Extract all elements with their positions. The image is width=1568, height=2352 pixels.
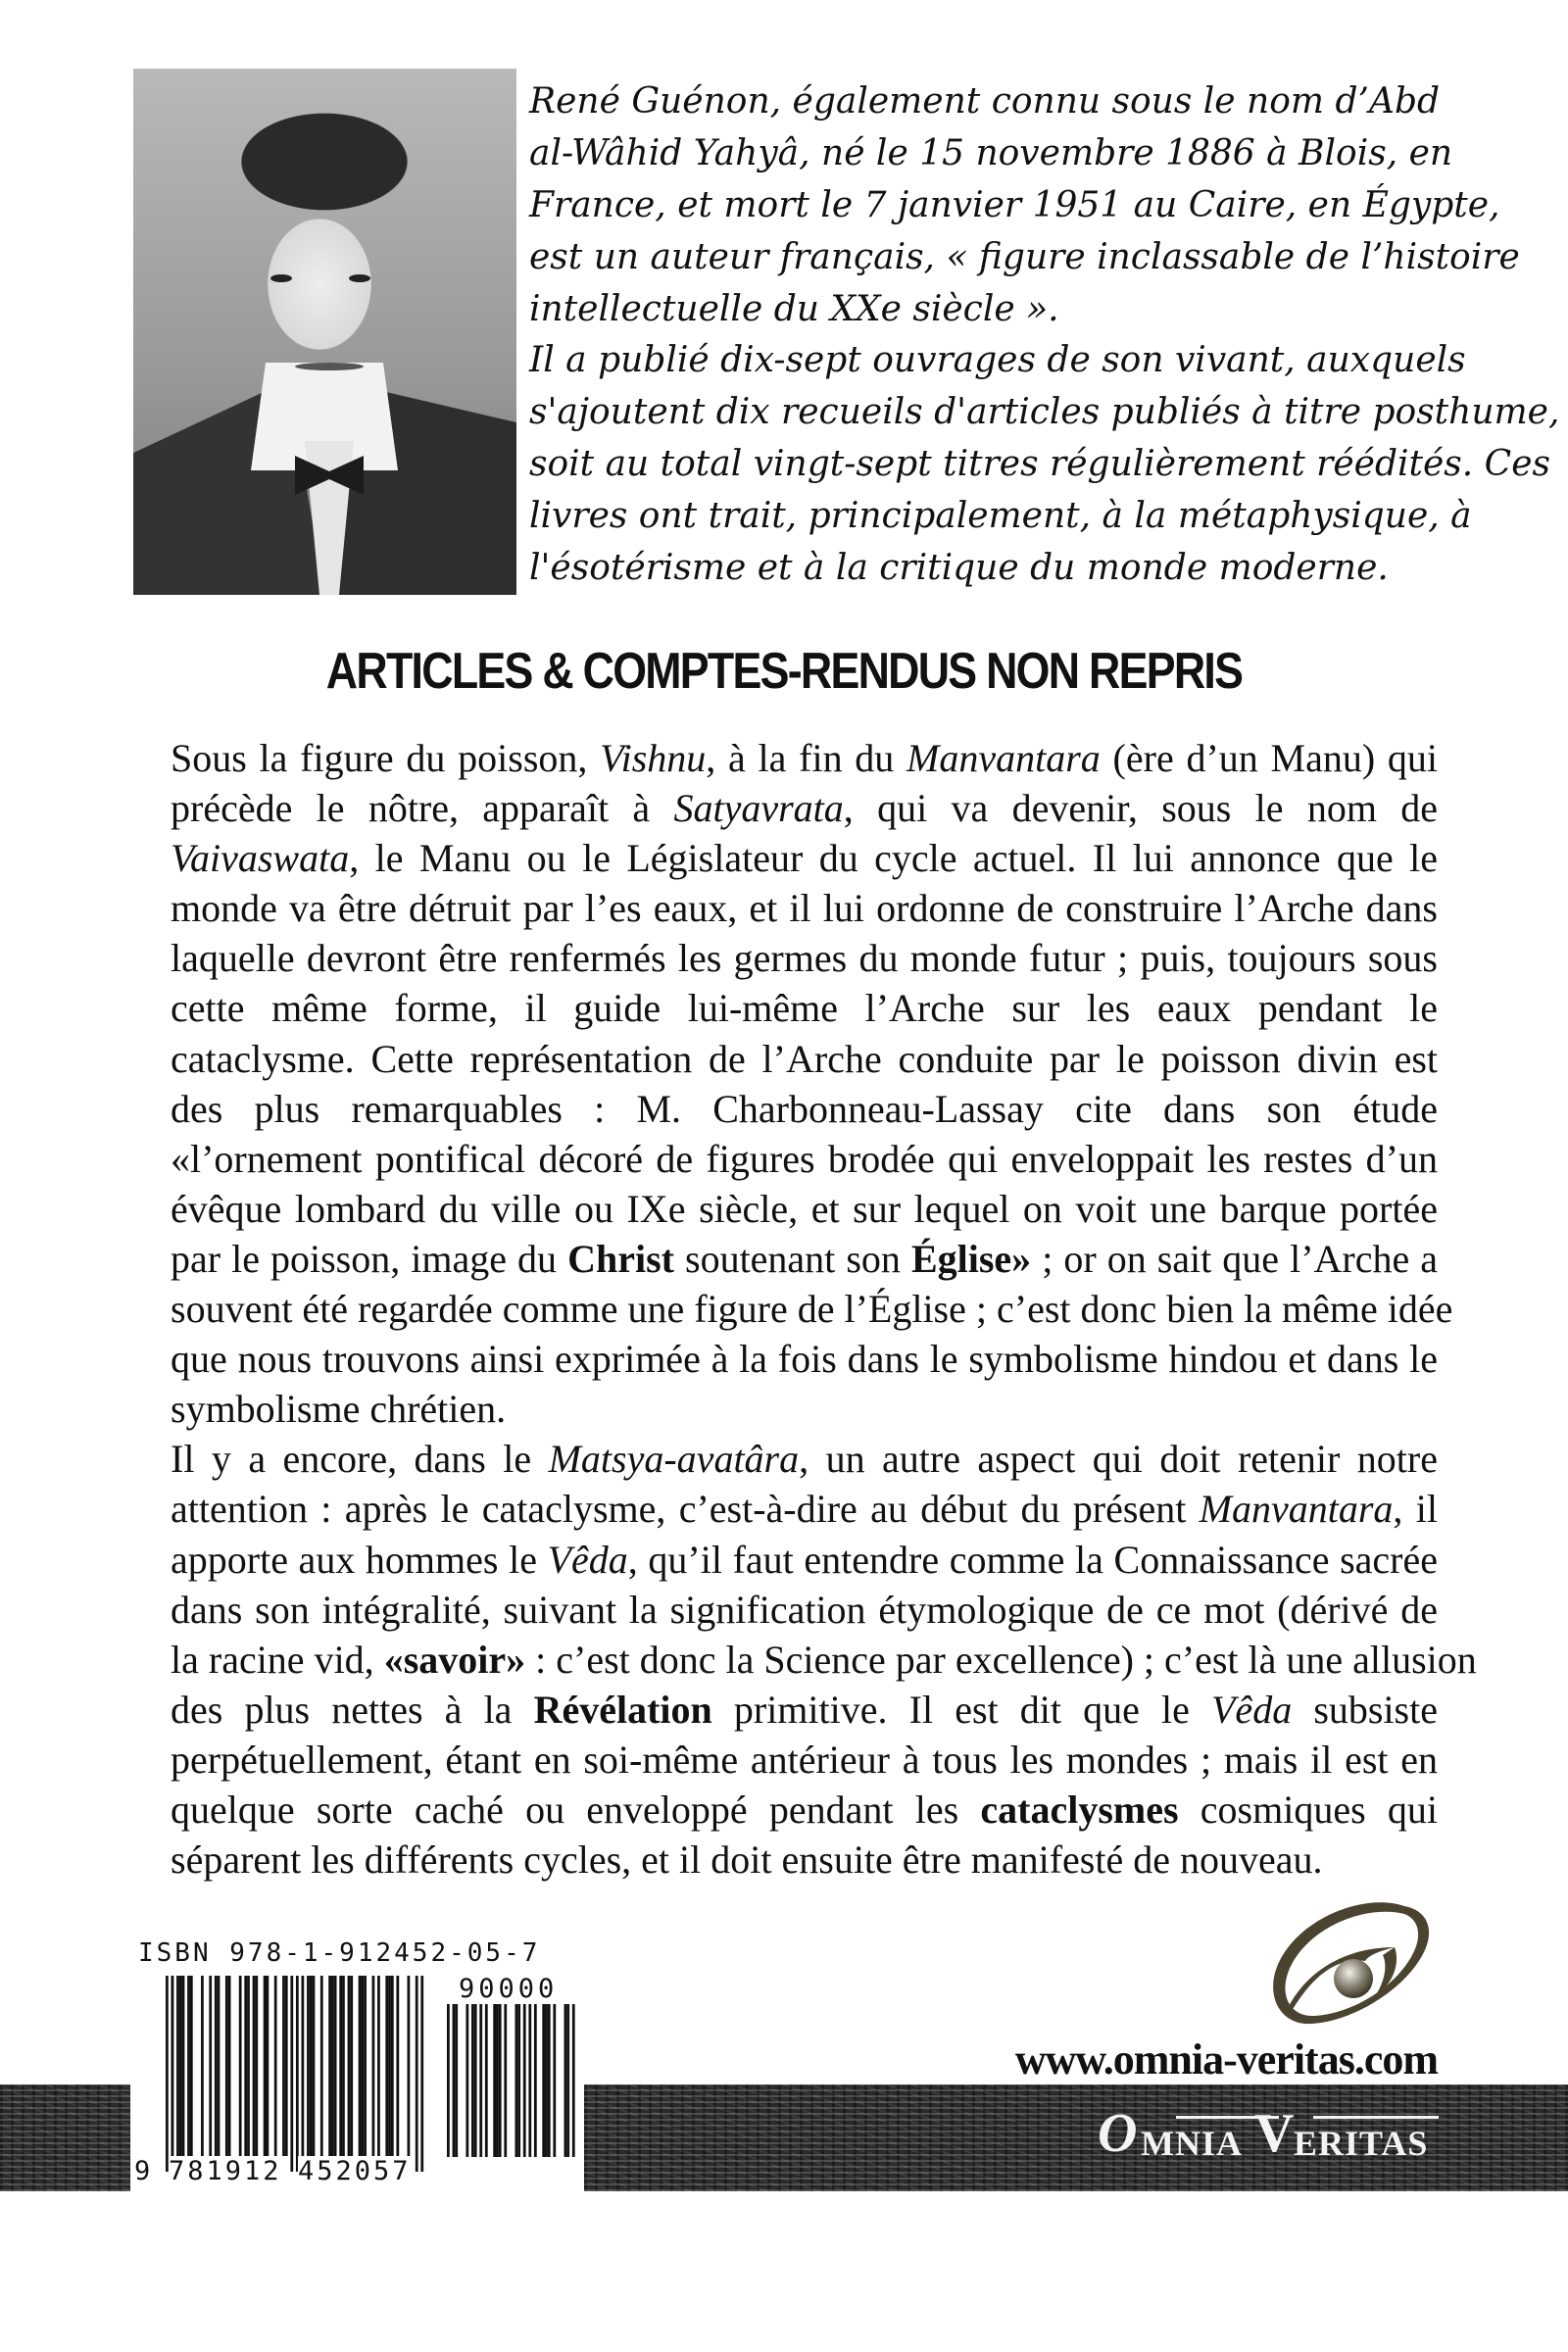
barcode-bar	[408, 1976, 411, 2156]
body-text-run: des plus remarquables : M. Charbonneau-Lassay cite dans son étude	[171, 1086, 1438, 1131]
body-text-run: ; or on sait que l’Arche a	[1031, 1236, 1439, 1281]
addon-barcode-bar	[499, 2004, 502, 2157]
barcode-bar	[420, 1976, 423, 2172]
barcode-bar	[255, 1976, 258, 2156]
bold-term: Église»	[910, 1236, 1032, 1281]
addon-barcode-bar	[471, 2004, 474, 2157]
bio-line: s'ajoutent dix recueils d'articles publiés à titre posthume,	[529, 392, 1560, 433]
barcode-bar	[166, 1976, 169, 2172]
barcode-bar	[182, 1976, 185, 2156]
bio-line: intellectuelle du XXe siècle ».	[529, 288, 1059, 329]
body-text-run: souvent été regardée comme une figure de l’Église ; c’est donc bien la même idée	[171, 1287, 1453, 1332]
barcode-bar	[172, 1976, 174, 2172]
addon-barcode-bar	[542, 2004, 545, 2157]
body-text-run: cette même forme, il guide lui-même l’Arche sur les eaux pendant le	[171, 986, 1438, 1031]
addon-barcode-bar	[528, 2004, 531, 2157]
addon-barcode-bar	[447, 2004, 450, 2157]
italic-term: Vaivaswata	[171, 836, 350, 881]
barcode-bar	[266, 1976, 269, 2156]
wordmark-mnia: MNIA	[1141, 2124, 1243, 2163]
barcode-bar	[310, 1976, 313, 2156]
bio-line: soit au total vingt-sept titres régulièrement réédités. Ces	[529, 444, 1550, 485]
body-text-run: précède le nôtre, apparaît à	[171, 786, 674, 831]
barcode-bar	[209, 1976, 212, 2156]
addon-barcode-bar	[553, 2004, 556, 2157]
bio-line: France, et mort le 7 janvier 1951 au Caire, en Égypte,	[529, 184, 1500, 225]
wordmark-initial-o: O	[1098, 2103, 1138, 2164]
eye-in-oval-icon	[1257, 1898, 1439, 2035]
italic-term: Vishnu	[600, 736, 707, 780]
addon-barcode-bar	[534, 2004, 537, 2157]
ean-right-group: 452057	[298, 2156, 412, 2186]
addon-barcode-bar	[453, 2004, 456, 2157]
barcode-bar	[359, 1976, 362, 2156]
addon-barcode-bar	[466, 2004, 468, 2157]
barcode-bar	[290, 1976, 293, 2172]
ean-left-group: 781912	[169, 2156, 282, 2186]
barcode-bar	[215, 1976, 218, 2156]
bio-line: al-Wâhid Yahyâ, né le 15 novembre 1886 à Blois, en	[529, 132, 1453, 173]
body-text-run: monde va être détruit par l’es eaux, et il lui ordonne de construire l’Arche dans	[171, 886, 1438, 931]
bio-line: Il a publié dix-sept ouvrages de son vivant, auxquels	[529, 340, 1466, 381]
publisher-url[interactable]: www.omnia-veritas.com	[1014, 2035, 1438, 2083]
addon-barcode-bar	[566, 2004, 569, 2157]
addon-barcode-bar	[455, 2004, 458, 2157]
addon-barcode-bar	[479, 2004, 482, 2157]
addon-barcode-bar	[545, 2004, 548, 2157]
wordmark-initial-v: V	[1254, 2103, 1295, 2164]
barcode-bar	[331, 1976, 334, 2156]
addon-barcode-bar	[564, 2004, 567, 2157]
body-text-run: , qu’il faut entendre comme la Connaissance sacrée	[627, 1537, 1439, 1582]
barcode-bar	[320, 1976, 323, 2156]
barcode-bar	[253, 1976, 256, 2156]
addon-barcode-bar	[496, 2004, 499, 2157]
barcode-bar	[307, 1976, 310, 2156]
bold-term: Révélation	[533, 1687, 712, 1732]
barcode-bar	[328, 1976, 331, 2156]
body-text-run: , il	[1393, 1487, 1438, 1532]
barcode-bar	[201, 1976, 204, 2156]
italic-term: Vêda	[1211, 1687, 1293, 1732]
barcode-bar	[348, 1976, 351, 2156]
ean-first-digit: 9	[134, 2156, 151, 2186]
barcode-bar	[190, 1976, 193, 2156]
italic-term: Matsya-avatâra	[548, 1437, 800, 1482]
body-text-run: (ère d’un Manu) qui	[1100, 736, 1438, 780]
italic-term: Vêda	[547, 1537, 628, 1582]
barcode-bar	[302, 1976, 305, 2156]
body-text-run: dans son intégralité, suivant la signification étymologique de ce mot (dérivé de	[171, 1587, 1438, 1632]
barcode-bar	[342, 1976, 345, 2156]
barcode-bar	[350, 1976, 353, 2156]
barcode-bar	[385, 1976, 388, 2156]
barcode-bar	[264, 1976, 267, 2156]
italic-term: Manvantara	[1199, 1487, 1394, 1532]
body-text-run: , à la fin du	[706, 736, 907, 780]
barcode-bar	[377, 1976, 380, 2156]
bold-term: Christ	[567, 1236, 674, 1281]
addon-barcode-bar	[517, 2004, 520, 2157]
body-text-run: la racine vid,	[171, 1637, 384, 1682]
addon-barcode-bar	[474, 2004, 477, 2157]
barcode-bar	[285, 1976, 288, 2156]
body-text-run: Il y a encore, dans le	[171, 1437, 549, 1482]
body-text-run: que nous trouvons ainsi exprimée à la fois dans le symbolisme hindou et dans le	[171, 1337, 1438, 1382]
body-text-run: séparent les différents cycles, et il doit ensuite être manifesté de nouveau.	[171, 1838, 1323, 1883]
wordmark-eritas: ERITAS	[1294, 2124, 1429, 2163]
barcode-bar	[388, 1976, 391, 2156]
bio-line: est un auteur français, « figure inclassable de l’histoire	[529, 236, 1520, 277]
barcode-bar	[361, 1976, 364, 2156]
barcode-bar	[391, 1976, 394, 2156]
barcode-bar	[282, 1976, 285, 2156]
barcode-bar	[179, 1976, 182, 2156]
body-text-run: soutenant son	[673, 1236, 911, 1281]
barcode-bar	[334, 1976, 337, 2156]
barcode-bar	[225, 1976, 228, 2156]
body-text-run: attention : après le cataclysme, c’est-à-dire au début du présent	[171, 1487, 1200, 1532]
barcode-bar	[296, 1976, 299, 2172]
body-text-run: apporte aux hommes le	[171, 1537, 548, 1582]
section-heading: ARTICLES & COMPTES-RENDUS NON REPRIS	[325, 643, 1243, 700]
body-text-run: primitive. Il est dit que le	[711, 1687, 1211, 1732]
body-text-run: symbolisme chrétien.	[171, 1387, 507, 1432]
wordmark-rule-right	[1313, 2116, 1439, 2119]
bold-term: «savoir»	[383, 1637, 526, 1682]
barcode-bar	[218, 1976, 220, 2156]
isbn-label: ISBN 978-1-912452-05-7	[138, 1938, 541, 1968]
barcode-bar	[187, 1976, 190, 2156]
barcode-bar	[396, 1976, 399, 2156]
italic-term: Satyavrata	[673, 786, 844, 831]
barcode-bar	[239, 1976, 242, 2156]
isbn-addon-digits: 90000	[459, 1974, 559, 2004]
body-text-run: laquelle devront être renfermés les germes du monde futur ; puis, toujours sous	[171, 936, 1438, 981]
addon-barcode-bar	[523, 2004, 526, 2157]
body-text-run: , qui va devenir, sous le nom de	[843, 786, 1439, 831]
addon-barcode-bar	[485, 2004, 488, 2157]
bold-term: cataclysmes	[980, 1787, 1179, 1832]
body-text-run: subsiste	[1292, 1687, 1438, 1732]
publisher-wordmark	[1098, 2103, 1441, 2171]
barcode-bar	[339, 1976, 342, 2156]
body-text-run: cosmiques qui	[1178, 1787, 1438, 1832]
bio-line: René Guénon, également connu sous le nom d’Abd	[529, 81, 1441, 122]
body-text-run: Sous la figure du poisson,	[171, 736, 601, 780]
addon-barcode-bar	[572, 2004, 575, 2157]
barcode-bar	[372, 1976, 375, 2156]
addon-barcode-bar	[493, 2004, 496, 2157]
barcode-bar	[228, 1976, 231, 2156]
body-text-run: , le Manu ou le Législateur du cycle actuel. Il lui annonce que le	[349, 836, 1438, 881]
barcode-bar	[313, 1976, 316, 2156]
body-text-run: «l’ornement pontifical décoré de figures brodée qui enveloppait les restes d’un	[171, 1136, 1438, 1181]
barcode-bar	[244, 1976, 247, 2156]
barcode-bar	[274, 1976, 277, 2156]
bio-line: l'ésotérisme et à la critique du monde moderne.	[529, 548, 1389, 589]
body-text-run: , un autre aspect qui doit retenir notre	[799, 1437, 1438, 1482]
body-text-run: quelque sorte caché ou enveloppé pendant les	[171, 1787, 981, 1832]
barcode-bar	[364, 1976, 367, 2156]
body-text-run: : c’est donc la Science par excellence) ; c’est là une allusion	[525, 1637, 1477, 1682]
barcode-bar	[416, 1976, 418, 2172]
body-text-run: par le poisson, image du	[171, 1236, 568, 1281]
body-text-run: des plus nettes à la	[171, 1687, 534, 1732]
italic-term: Manvantara	[906, 736, 1101, 780]
body-text-run: perpétuellement, étant en soi-même antérieur à tous les mondes ; mais il est en	[171, 1737, 1438, 1782]
body-text-run: cataclysme. Cette représentation de l’Arche conduite par le poisson divin est	[171, 1036, 1438, 1081]
addon-barcode-bar	[504, 2004, 507, 2157]
barcode-bar	[176, 1976, 179, 2156]
addon-barcode-bar	[515, 2004, 518, 2157]
body-text-run: évêque lombard du ville ou IXe siècle, et sur lequel on voit une barque portée	[171, 1186, 1438, 1231]
addon-barcode-bar	[548, 2004, 551, 2157]
bio-line: livres ont trait, principalement, à la métaphysique, à	[529, 496, 1472, 537]
barcode-bar	[247, 1976, 250, 2156]
